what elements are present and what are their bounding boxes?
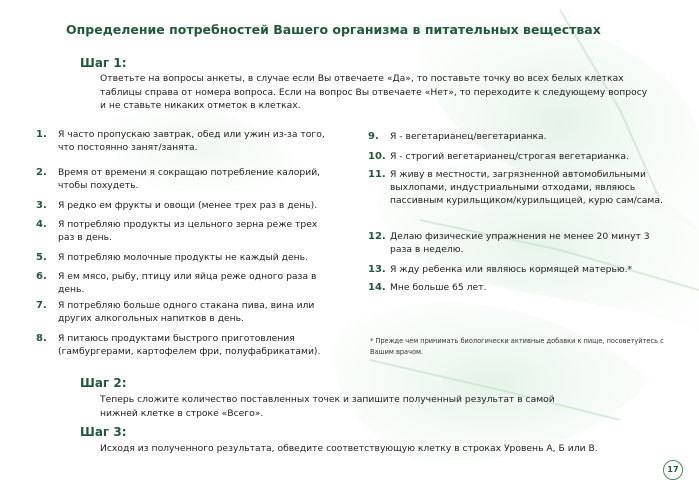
list-item: 9. Я - вегетарианец/вегетарианка. xyxy=(368,131,547,142)
list-item: 7. Я потребляю больше одного стакана пива, вина или других алкогольных напитков в день. xyxy=(36,300,315,325)
page-title: Определение потребностей Вашего организма в питательных веществах xyxy=(66,22,601,37)
list-item: 6. Я ем мясо, рыбу, птицу или яйца реже одного раза в день. xyxy=(36,271,317,296)
list-item: 1. Я часто пропускаю завтрак, обед или ужин из-за того, что постоянно занят/занята. xyxy=(36,129,325,154)
questions-left xyxy=(36,128,336,365)
step3-text: Исходя из полученного результата, обведите соответствующую клетку в строках Уровень А, Б или В. xyxy=(100,443,598,454)
list-item: 5. Я потребляю молочные продукты не каждый день. xyxy=(36,252,309,263)
list-item: 8. Я питаюсь продуктами быстрого приготовления (гамбургерами, картофелем фри, полуфабрикатами). xyxy=(36,333,321,358)
questions-right xyxy=(368,130,668,299)
list-item: 14. Мне больше 65 лет. xyxy=(368,282,487,293)
step2-text: Теперь сложите количество поставленных точек и запишите полученный результат в самой нижней клетке в строке «Всего». xyxy=(100,394,555,419)
page-number: 17 xyxy=(663,460,683,480)
list-item: 13. Я жду ребенка или являюсь кормящей матерью.* xyxy=(368,264,633,275)
footnote: * Прежде чем принимать биологически активные добавки к пище, посоветуйтесь с Вашим врачом. xyxy=(370,337,664,356)
step3-heading: Шаг 3: xyxy=(80,425,127,439)
list-item: 10. Я - строгий вегетарианец/строгая вегетарианка. xyxy=(368,151,629,162)
step1-heading: Шаг 1: xyxy=(80,56,127,70)
list-item: 11. Я живу в местности, загрязненной автомобильными выхлопами, индустриальными отходами, являюсь пассивным курильщиком/курильщицей, курю сам/сама. xyxy=(368,169,663,207)
list-item: 2. Время от времени я сокращаю потребление калорий, чтобы похудеть. xyxy=(36,167,321,192)
step1-text: Ответьте на вопросы анкеты, в случае если Вы отвечаете «Да», то поставьте точку во всех белых клетках таблицы справа от номера вопроса. Если на вопрос Вы отвечаете «Нет», то переходите к следующему вопросу и не ставьте никаких отметок в клетках. xyxy=(100,73,648,111)
step2-heading: Шаг 2: xyxy=(80,376,127,390)
list-item: 12. Делаю физические упражнения не менее 20 минут 3 раза в неделю. xyxy=(368,231,650,256)
list-item: 4. Я потребляю продукты из цельного зерна реже трех раз в день. xyxy=(36,219,318,244)
list-item: 3. Я редко ем фрукты и овощи (менее трех раз в день). xyxy=(36,200,318,211)
